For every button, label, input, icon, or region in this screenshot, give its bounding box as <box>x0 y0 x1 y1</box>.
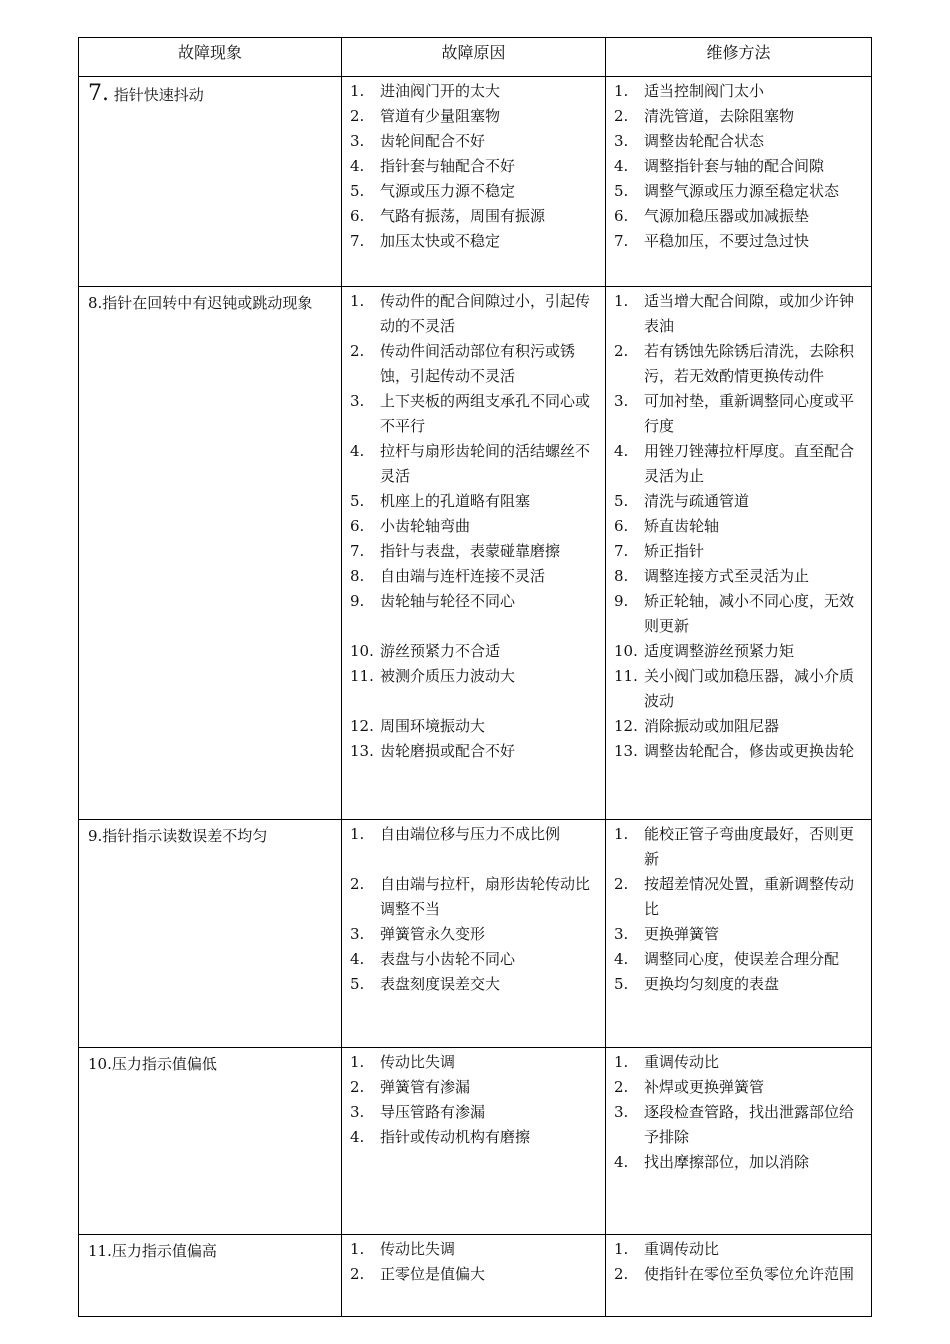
item-number: 1. <box>350 1053 365 1071</box>
item-text: 机座上的孔道略有阻塞 <box>380 492 531 510</box>
list-item <box>614 104 865 129</box>
item-number: 7. <box>614 232 629 250</box>
table-row <box>79 820 872 1048</box>
item-text: 自由端与连杆连接不灵活 <box>380 567 546 585</box>
item-number: 5. <box>614 182 629 200</box>
list-item <box>614 1100 865 1150</box>
fault-table <box>78 37 872 1317</box>
item-text: 重调传动比 <box>644 1240 720 1258</box>
item-text: 传动比失调 <box>380 1240 456 1258</box>
item-text: 清洗管道，去除阻塞物 <box>644 107 795 125</box>
list-item <box>614 589 865 639</box>
item-number: 4. <box>614 1153 629 1171</box>
list-item <box>614 439 865 489</box>
list-item <box>350 1237 599 1262</box>
item-text: 自由端位移与压力不成比例 <box>380 825 561 843</box>
list-item <box>614 1075 865 1100</box>
cause-list <box>342 287 605 764</box>
item-number: 7. <box>614 542 629 560</box>
item-text: 气路有振荡，周围有振源 <box>380 207 546 225</box>
fix-list <box>606 77 871 254</box>
list-item <box>350 739 599 764</box>
cause-list <box>342 1048 605 1150</box>
item-number: 13. <box>614 742 638 760</box>
list-item <box>350 1050 599 1075</box>
symptom-text: 8.指针在回转中有迟钝或跳动现象 <box>88 294 313 312</box>
item-number: 1. <box>350 82 365 100</box>
list-item <box>614 129 865 154</box>
item-text: 更换弹簧管 <box>644 925 720 943</box>
list-item <box>350 179 599 204</box>
item-text: 上下夹板的两组支承孔不同心或不平行 <box>380 392 591 435</box>
list-item <box>614 664 865 714</box>
table-row <box>79 1048 872 1235</box>
symptom-cell <box>79 77 342 287</box>
item-text: 正零位是值偏大 <box>380 1265 486 1283</box>
symptom-text: 11.压力指示值偏高 <box>88 1242 217 1260</box>
item-text: 传动比失调 <box>380 1053 456 1071</box>
header-row <box>79 38 872 77</box>
table-row <box>79 77 872 287</box>
list-item <box>350 1075 599 1100</box>
item-text: 若有锈蚀先除锈后清洗，去除积污，若无效酌情更换传动件 <box>644 342 855 385</box>
item-text: 适度调整游丝预紧力矩 <box>644 642 795 660</box>
item-text: 找出摩擦部位，加以消除 <box>644 1153 810 1171</box>
item-number: 11. <box>350 667 374 685</box>
item-text: 弹簧管有渗漏 <box>380 1078 471 1096</box>
list-item <box>350 1262 599 1287</box>
fix-list <box>606 287 871 764</box>
header-symptom: 故障现象 <box>79 38 342 77</box>
list-item <box>614 972 865 997</box>
fix-list <box>606 820 871 997</box>
item-number: 4. <box>350 950 365 968</box>
symptom-cell <box>79 1048 342 1235</box>
item-text: 拉杆与扇形齿轮间的活结螺丝不灵活 <box>380 442 591 485</box>
item-text: 补焊或更换弹簧管 <box>644 1078 765 1096</box>
item-number: 2. <box>350 1078 365 1096</box>
item-number: 2. <box>614 342 629 360</box>
item-number: 4. <box>350 157 365 175</box>
cause-cell <box>342 287 606 820</box>
item-number: 3. <box>350 392 365 410</box>
item-text: 更换均匀刻度的表盘 <box>644 975 780 993</box>
item-text: 指针与表盘，表蒙碰靠磨擦 <box>380 542 561 560</box>
list-item <box>350 822 599 847</box>
item-text: 调整齿轮配合状态 <box>644 132 765 150</box>
item-text: 管道有少量阻塞物 <box>380 107 501 125</box>
list-item <box>350 514 599 539</box>
item-number: 1. <box>350 825 365 843</box>
item-number: 12. <box>350 717 374 735</box>
item-number: 3. <box>350 925 365 943</box>
item-number: 10. <box>350 642 374 660</box>
cause-list <box>342 77 605 254</box>
item-text: 气源或压力源不稳定 <box>380 182 516 200</box>
list-item <box>614 947 865 972</box>
item-text: 重调传动比 <box>644 1053 720 1071</box>
item-text: 调整指针套与轴的配合间隙 <box>644 157 825 175</box>
item-text: 周围环境振动大 <box>380 717 486 735</box>
fix-list <box>606 1235 871 1287</box>
item-text: 弹簧管永久变形 <box>380 925 486 943</box>
item-number: 5. <box>350 975 365 993</box>
item-text: 清洗与疏通管道 <box>644 492 750 510</box>
list-item <box>614 79 865 104</box>
item-text: 导压管路有渗漏 <box>380 1103 486 1121</box>
list-item <box>350 947 599 972</box>
item-number: 3. <box>614 392 629 410</box>
list-item <box>614 822 865 872</box>
item-number: 2. <box>350 875 365 893</box>
item-text: 调整同心度，使误差合理分配 <box>644 950 840 968</box>
item-number: 6. <box>614 517 629 535</box>
list-item <box>350 664 599 689</box>
item-number: 9. <box>614 592 629 610</box>
item-text: 适当控制阀门太小 <box>644 82 765 100</box>
list-item <box>350 1100 599 1125</box>
item-text: 指针或传动机构有磨擦 <box>380 1128 531 1146</box>
item-number: 1. <box>614 1053 629 1071</box>
item-text: 传动件间活动部位有积污或锈蚀，引起传动不灵活 <box>380 342 576 385</box>
symptom-text: 指针快速抖动 <box>113 86 204 104</box>
list-item <box>350 564 599 589</box>
fix-cell <box>606 77 872 287</box>
list-item <box>350 204 599 229</box>
item-text: 矫正轮轴，减小不同心度，无效则更新 <box>644 592 855 635</box>
item-text: 小齿轮轴弯曲 <box>380 517 471 535</box>
table-row <box>79 287 872 820</box>
list-item <box>350 154 599 179</box>
item-number: 13. <box>350 742 374 760</box>
item-number: 1. <box>614 82 629 100</box>
item-text: 消除振动或加阻尼器 <box>644 717 780 735</box>
item-text: 加压太快或不稳定 <box>380 232 501 250</box>
item-text: 用锉刀锉薄拉杆厚度。直至配合灵活为止 <box>644 442 855 485</box>
list-item <box>614 1262 865 1287</box>
item-text: 齿轮间配合不好 <box>380 132 486 150</box>
item-number: 2. <box>350 342 365 360</box>
list-item <box>350 1125 599 1150</box>
list-item <box>350 589 599 614</box>
list-item <box>350 639 599 664</box>
list-item <box>350 489 599 514</box>
item-number: 3. <box>614 925 629 943</box>
item-number: 7. <box>350 232 365 250</box>
item-text: 平稳加压，不要过急过快 <box>644 232 810 250</box>
cause-cell <box>342 1048 606 1235</box>
list-item <box>350 229 599 254</box>
item-text: 关小阀门或加稳压器，减小介质波动 <box>644 667 855 710</box>
cause-list <box>342 1235 605 1287</box>
list-item <box>350 79 599 104</box>
item-text: 表盘与小齿轮不同心 <box>380 950 516 968</box>
item-number: 2. <box>350 107 365 125</box>
item-number: 4. <box>614 442 629 460</box>
item-text: 逐段检查管路，找出泄露部位给予排除 <box>644 1103 855 1146</box>
item-text: 进油阀门开的太大 <box>380 82 501 100</box>
item-number: 12. <box>614 717 638 735</box>
list-item <box>614 1150 865 1175</box>
table-row <box>79 1235 872 1317</box>
item-text: 被测介质压力波动大 <box>380 667 516 685</box>
list-item <box>350 539 599 564</box>
symptom-cell <box>79 1235 342 1317</box>
item-number: 4. <box>614 157 629 175</box>
item-number: 5. <box>614 975 629 993</box>
cause-cell <box>342 820 606 1048</box>
list-item <box>614 1050 865 1075</box>
list-item <box>614 714 865 739</box>
item-number: 2. <box>614 1265 629 1283</box>
list-item <box>350 972 599 997</box>
item-text: 使指针在零位至负零位允许范围 <box>644 1265 855 1283</box>
item-number: 11. <box>614 667 638 685</box>
item-text: 自由端与拉杆，扇形齿轮传动比调整不当 <box>380 875 591 918</box>
item-number: 9. <box>350 592 365 610</box>
list-item <box>614 872 865 922</box>
item-number: 2. <box>614 1078 629 1096</box>
fix-cell <box>606 820 872 1048</box>
item-text: 游丝预紧力不合适 <box>380 642 501 660</box>
item-number: 2. <box>614 107 629 125</box>
item-text: 按超差情况处置，重新调整传动比 <box>644 875 855 918</box>
item-text: 表盘刻度误差交大 <box>380 975 501 993</box>
list-item <box>350 129 599 154</box>
item-text: 能校正管子弯曲度最好，否则更新 <box>644 825 855 868</box>
item-number: 3. <box>350 132 365 150</box>
list-item <box>350 339 599 389</box>
item-text: 适当增大配合间隙，或加少许钟表油 <box>644 292 855 335</box>
list-item <box>614 739 865 764</box>
list-item <box>614 154 865 179</box>
list-item <box>614 639 865 664</box>
list-item <box>350 872 599 922</box>
list-item <box>614 339 865 389</box>
symptom-cell <box>79 820 342 1048</box>
list-item <box>614 289 865 339</box>
cause-cell <box>342 1235 606 1317</box>
symptom-number: 7. <box>88 81 109 106</box>
item-number: 1. <box>614 825 629 843</box>
item-text: 调整齿轮配合，修齿或更换齿轮 <box>644 742 855 760</box>
fix-list <box>606 1048 871 1175</box>
item-number: 7. <box>350 542 365 560</box>
list-item <box>350 439 599 489</box>
symptom-text: 9.指针指示读数误差不均匀 <box>88 827 268 845</box>
item-number: 5. <box>350 492 365 510</box>
item-text: 调整气源或压力源至稳定状态 <box>644 182 840 200</box>
list-item <box>614 489 865 514</box>
item-text: 矫正指针 <box>644 542 705 560</box>
list-item <box>614 564 865 589</box>
item-number: 4. <box>614 950 629 968</box>
item-number: 6. <box>350 517 365 535</box>
item-number: 5. <box>350 182 365 200</box>
item-number: 3. <box>614 132 629 150</box>
item-number: 10. <box>614 642 638 660</box>
list-item <box>350 389 599 439</box>
item-number: 2. <box>614 875 629 893</box>
item-number: 1. <box>350 292 365 310</box>
list-item <box>350 714 599 739</box>
item-number: 4. <box>350 442 365 460</box>
item-number: 8. <box>614 567 629 585</box>
item-text: 齿轮轴与轮径不同心 <box>380 592 516 610</box>
item-number: 6. <box>614 207 629 225</box>
item-number: 6. <box>350 207 365 225</box>
item-text: 齿轮磨损或配合不好 <box>380 742 516 760</box>
item-number: 3. <box>350 1103 365 1121</box>
item-number: 2. <box>350 1265 365 1283</box>
item-text: 传动件的配合间隙过小，引起传动的不灵活 <box>380 292 591 335</box>
header-cause: 故障原因 <box>342 38 606 77</box>
list-item <box>614 922 865 947</box>
item-number: 1. <box>350 1240 365 1258</box>
fix-cell <box>606 1235 872 1317</box>
list-item <box>350 289 599 339</box>
header-fix: 维修方法 <box>606 38 872 77</box>
list-item <box>614 539 865 564</box>
symptom-cell <box>79 287 342 820</box>
item-number: 1. <box>614 1240 629 1258</box>
fix-cell <box>606 287 872 820</box>
list-item <box>614 204 865 229</box>
item-text: 调整连接方式至灵活为止 <box>644 567 810 585</box>
cause-cell <box>342 77 606 287</box>
list-item <box>614 1237 865 1262</box>
fix-cell <box>606 1048 872 1235</box>
list-item <box>614 179 865 204</box>
list-item <box>614 229 865 254</box>
item-text: 气源加稳压器或加减振垫 <box>644 207 810 225</box>
item-number: 5. <box>614 492 629 510</box>
item-number: 3. <box>614 1103 629 1121</box>
cause-list <box>342 820 605 997</box>
symptom-text: 10.压力指示值偏低 <box>88 1055 217 1073</box>
item-text: 矫直齿轮轴 <box>644 517 720 535</box>
list-item <box>614 514 865 539</box>
list-item <box>350 104 599 129</box>
list-item <box>350 922 599 947</box>
item-number: 8. <box>350 567 365 585</box>
list-item <box>614 389 865 439</box>
item-number: 4. <box>350 1128 365 1146</box>
item-text: 指针套与轴配合不好 <box>380 157 516 175</box>
item-text: 可加衬垫，重新调整同心度或平行度 <box>644 392 855 435</box>
item-number: 1. <box>614 292 629 310</box>
